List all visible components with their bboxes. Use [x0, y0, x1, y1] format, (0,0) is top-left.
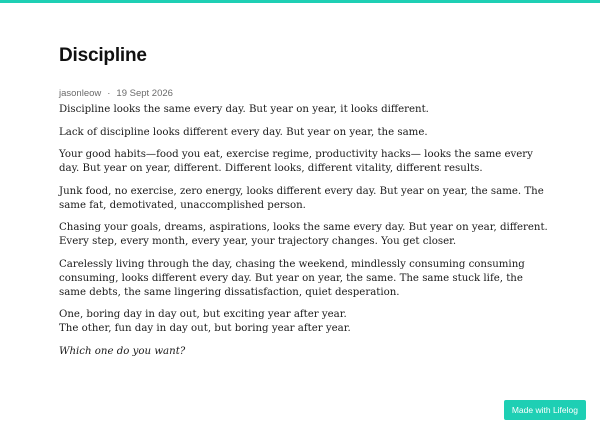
paragraph: Your good habits—food you eat, exercise regime, productivity hacks— looks the same every day. But year on year, different. Different looks, different vitality, different results.	[59, 149, 533, 174]
meta-separator: ·	[107, 88, 111, 99]
made-with-lifelog-button[interactable]: Made with Lifelog	[504, 400, 586, 420]
post-date: 19 Sept 2026	[116, 88, 173, 99]
post-meta	[59, 88, 173, 99]
closing-paragraph	[59, 308, 549, 336]
post-author[interactable]: jasonleow	[59, 88, 102, 99]
paragraph: Carelessly living through the day, chasing the weekend, mindlessly consuming consuming consuming, looks different every day. But year on year, the same. The same stuck life, the same debts, the same lingering dissatisfaction, quiet desperation.	[59, 258, 525, 298]
paragraph: Junk food, no exercise, zero energy, looks different every day. But year on year, the same. The same fat, demotivated, unaccomplished person.	[59, 185, 544, 211]
paragraph: Lack of discipline looks different every day. But year on year, the same.	[59, 126, 428, 138]
closing-line: One, boring day in day out, but exciting year after year.	[59, 309, 347, 320]
post-body	[59, 103, 549, 367]
paragraph: Discipline looks the same every day. But year on year, it looks different.	[59, 104, 429, 115]
closing-line: The other, fun day in day out, but boring year after year.	[59, 323, 351, 334]
paragraph: Chasing your goals, dreams, aspirations, looks the same every day. But year on year, different. Every step, every month, every year, your trajectory changes. You get closer.	[59, 222, 548, 247]
closing-question: Which one do you want?	[59, 345, 186, 357]
accent-top-bar	[0, 0, 600, 3]
post-title: Discipline	[59, 45, 147, 66]
